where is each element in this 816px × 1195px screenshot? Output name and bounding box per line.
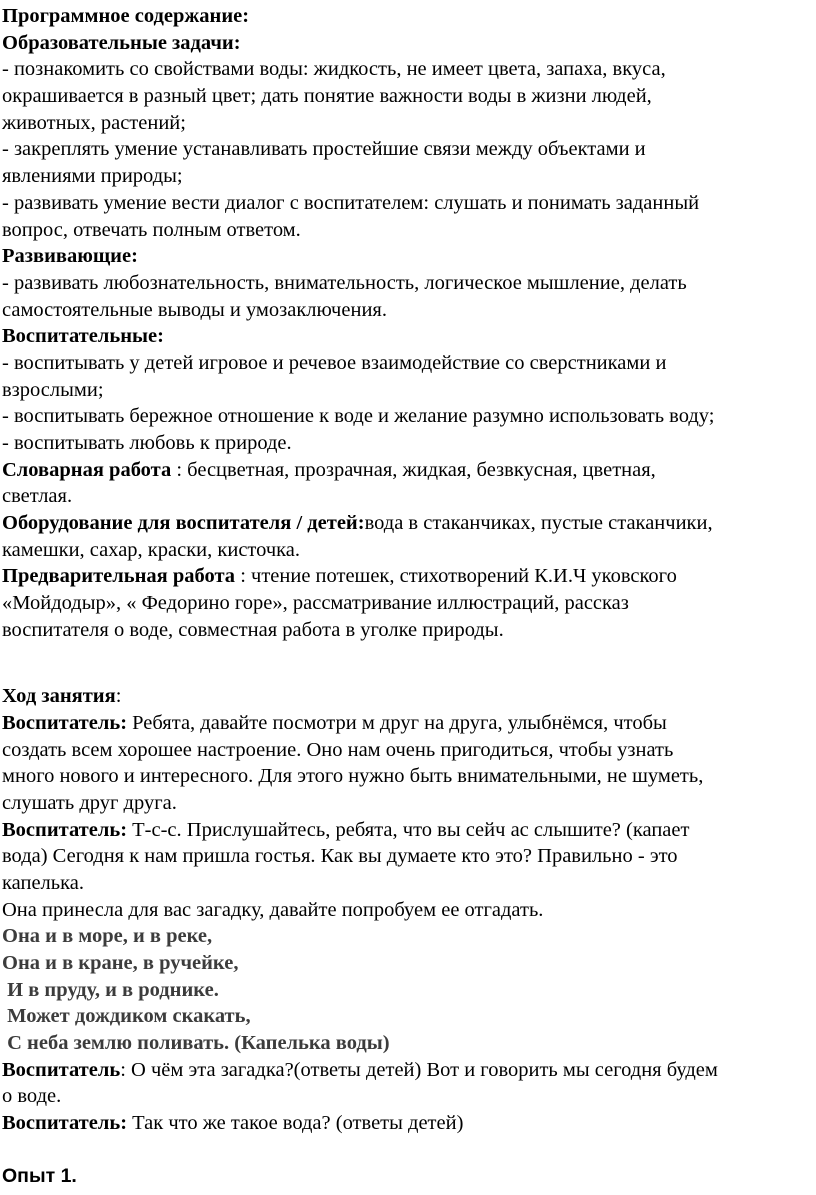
text-line: капелька. — [2, 872, 84, 894]
section-heading-upbringing: Воспитательные: — [2, 325, 164, 347]
equipment-text: вода в стаканчиках, пустые стаканчики, — [364, 512, 713, 534]
text-line: самостоятельные выводы и умозаключения. — [2, 299, 387, 321]
preliminary-line — [2, 563, 677, 589]
riddle-line: Может дождиком скакать, — [2, 1005, 251, 1027]
text-line: «Мойдодыр», « Федорино горе», рассматривание иллюстраций, рассказ — [2, 592, 629, 614]
text-line: - развивать умение вести диалог с воспитателем: слушать и понимать заданный — [2, 192, 700, 214]
riddle-line: Она и в море, и в реке, — [2, 925, 213, 947]
text-line: о воде. — [2, 1085, 62, 1107]
dialogue-line — [2, 817, 689, 843]
speaker-text: Т-с-с. Прислушайтесь, ребята, что вы сейч ас слышите? (капает — [127, 819, 690, 841]
section-heading-developing: Развивающие: — [2, 245, 138, 267]
preliminary-text: : чтение потешек, стихотворений К.И.Ч уковского — [235, 565, 677, 587]
lesson-heading-colon: : — [115, 685, 122, 707]
speaker-text: : О чём эта загадка?(ответы детей) Вот и говорить мы сегодня будем — [120, 1059, 718, 1081]
riddle-line: И в пруду, и в роднике. — [2, 979, 219, 1001]
speaker-label: Воспитатель: — [2, 819, 128, 841]
speaker-text: Ребята, давайте посмотри м друг на друга, улыбнёмся, чтобы — [127, 712, 667, 734]
text-line: Она принесла для вас загадку, давайте попробуем ее отгадать. — [2, 899, 544, 921]
vocabulary-text: : бесцветная, прозрачная, жидкая, безвкусная, цветная, — [171, 459, 656, 481]
text-line: - познакомить со свойствами воды: жидкость, не имеет цвета, запаха, вкуса, — [2, 58, 666, 80]
experiment-heading: Опыт 1. — [2, 1165, 77, 1187]
dialogue-line — [2, 1057, 718, 1083]
section-heading-educational: Образовательные задачи: — [2, 32, 241, 54]
text-line: - закреплять умение устанавливать простейшие связи между объектами и — [2, 138, 646, 160]
speaker-label: Воспитатель — [2, 1059, 121, 1081]
lesson-heading-line — [2, 683, 121, 709]
text-line: воспитателя о воде, совместная работа в уголке природы. — [2, 619, 504, 641]
riddle-line: Она и в кране, в ручейке, — [2, 952, 239, 974]
text-line: - воспитывать у детей игровое и речевое взаимодействие со сверстниками и — [2, 352, 667, 374]
text-line: создать всем хорошее настроение. Оно нам очень пригодиться, чтобы узнать — [2, 739, 674, 761]
text-line: - воспитывать любовь к природе. — [2, 432, 292, 454]
text-line: слушать друг друга. — [2, 792, 177, 814]
riddle-line: С неба землю поливать. (Капелька воды) — [2, 1032, 390, 1054]
dialogue-line — [2, 1110, 463, 1136]
text-line: камешки, сахар, краски, кисточка. — [2, 539, 301, 561]
section-heading-program: Программное содержание: — [2, 5, 250, 27]
equipment-label: Оборудование для воспитателя / детей: — [2, 512, 365, 534]
speaker-text: Так что же такое вода? (ответы детей) — [127, 1112, 464, 1134]
equipment-line — [2, 510, 713, 536]
text-line: вопрос, отвечать полным ответом. — [2, 219, 301, 241]
text-line: явлениями природы; — [2, 165, 183, 187]
text-line: животных, растений; — [2, 112, 186, 134]
text-line: много нового и интересного. Для этого нужно быть внимательными, не шуметь, — [2, 765, 704, 787]
speaker-label: Воспитатель: — [2, 1112, 128, 1134]
text-line: вода) Сегодня к нам пришла гостья. Как вы думаете кто это? Правильно - это — [2, 845, 678, 867]
vocabulary-label: Словарная работа — [2, 459, 172, 481]
vocabulary-line — [2, 457, 656, 483]
speaker-label: Воспитатель: — [2, 712, 128, 734]
text-line: - воспитывать бережное отношение к воде и желание разумно использовать воду; — [2, 405, 715, 427]
dialogue-line — [2, 710, 667, 736]
preliminary-label: Предварительная работа — [2, 565, 236, 587]
text-line: окрашивается в разный цвет; дать понятие важности воды в жизни людей, — [2, 85, 652, 107]
text-line: - развивать любознательность, внимательность, логическое мышление, делать — [2, 272, 687, 294]
text-line: светлая. — [2, 485, 73, 507]
text-line: взрослыми; — [2, 379, 104, 401]
lesson-heading: Ход занятия — [2, 685, 116, 707]
